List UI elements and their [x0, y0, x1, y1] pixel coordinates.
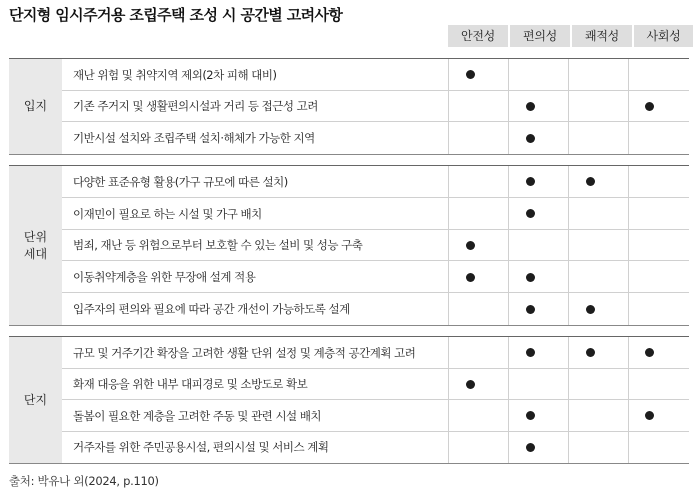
mark-cell: [500, 91, 560, 123]
bullet-mark-icon: [526, 443, 535, 452]
group-bottom-border: [9, 463, 689, 464]
table-row: [62, 198, 689, 230]
row-description: 다양한 표준유형 활용(가구 규모에 따른 설치): [73, 174, 288, 189]
source-note: 출처: 박유나 외(2024, p.110): [9, 474, 159, 488]
mark-cell: [500, 400, 560, 432]
table-row: [62, 261, 689, 293]
row-description: 이재민이 필요로 하는 시설 및 가구 배치: [73, 206, 262, 221]
mark-cell: [619, 337, 679, 369]
bullet-mark-icon: [526, 209, 535, 218]
table-row: [62, 91, 689, 123]
category-label: 입지: [9, 59, 62, 154]
bullet-mark-icon: [586, 348, 595, 357]
table-row: [62, 293, 689, 325]
row-description: 거주자를 위한 주민공용시설, 편의시설 및 서비스 계획: [73, 440, 329, 455]
column-header-comfort: 쾌적성: [570, 25, 632, 47]
row-description: 화재 대응을 위한 내부 대피경로 및 소방도로 확보: [73, 377, 308, 392]
row-description: 규모 및 거주기간 확장을 고려한 생활 단위 설정 및 계층적 공간계획 고려: [73, 345, 416, 360]
row-description: 재난 위험 및 취약지역 제외(2차 피해 대비): [73, 67, 277, 82]
group-unit-household: [9, 165, 689, 326]
mark-cell: [500, 198, 560, 230]
group-complex: [9, 336, 689, 464]
row-description: 입주자의 편의와 필요에 따라 공간 개선이 가능하도록 설계: [73, 302, 350, 317]
bullet-mark-icon: [645, 348, 654, 357]
mark-cell: [619, 91, 679, 123]
table-row: [62, 369, 689, 401]
table-title: 단지형 임시주거용 조립주택 조성 시 공간별 고려사항: [9, 6, 343, 24]
column-header-convenience: 편의성: [508, 25, 570, 47]
column-header-sociality: 사회성: [632, 25, 693, 47]
table-row: [62, 230, 689, 262]
bullet-mark-icon: [526, 411, 535, 420]
table-row: [62, 432, 689, 464]
row-description: 기반시설 설치와 조립주택 설치·해체가 가능한 지역: [73, 131, 315, 146]
bullet-mark-icon: [466, 241, 475, 250]
bullet-mark-icon: [526, 305, 535, 314]
mark-cell: [560, 293, 620, 325]
mark-cell: [440, 261, 500, 293]
bullet-mark-icon: [645, 411, 654, 420]
bullet-mark-icon: [645, 102, 654, 111]
mark-cell: [619, 400, 679, 432]
bullet-mark-icon: [526, 273, 535, 282]
mark-cell: [500, 337, 560, 369]
mark-cell: [560, 337, 620, 369]
table-row: [62, 166, 689, 198]
mark-cell: [440, 230, 500, 262]
row-description: 돌봄이 필요한 계층을 고려한 주동 및 관련 시설 배치: [73, 408, 322, 423]
table-row: [62, 400, 689, 432]
mark-cell: [500, 293, 560, 325]
bullet-mark-icon: [526, 102, 535, 111]
mark-cell: [440, 369, 500, 401]
mark-cell: [500, 261, 560, 293]
row-description: 이동취약계층을 위한 무장애 설계 적용: [73, 270, 256, 285]
mark-cell: [440, 59, 500, 91]
bullet-mark-icon: [586, 177, 595, 186]
column-header-row: [448, 25, 693, 47]
bullet-mark-icon: [586, 305, 595, 314]
table-row: [62, 337, 689, 369]
mark-cell: [560, 166, 620, 198]
group-bottom-border: [9, 154, 689, 155]
bullet-mark-icon: [526, 348, 535, 357]
bullet-mark-icon: [466, 273, 475, 282]
table-row: [62, 122, 689, 154]
column-header-safety: 안전성: [448, 25, 508, 47]
row-description: 기존 주거지 및 생활편의시설과 거리 등 접근성 고려: [73, 99, 318, 114]
bullet-mark-icon: [526, 177, 535, 186]
category-label: 단지: [9, 337, 62, 463]
mark-cell: [500, 166, 560, 198]
category-label: 단위 세대: [9, 166, 62, 325]
mark-cell: [500, 122, 560, 154]
bullet-mark-icon: [526, 134, 535, 143]
mark-cell: [500, 432, 560, 464]
row-description: 범죄, 재난 등 위험으로부터 보호할 수 있는 설비 및 성능 구축: [73, 238, 363, 253]
bullet-mark-icon: [466, 70, 475, 79]
bullet-mark-icon: [466, 380, 475, 389]
group-location: [9, 58, 689, 155]
table-row: [62, 59, 689, 91]
group-bottom-border: [9, 325, 689, 326]
